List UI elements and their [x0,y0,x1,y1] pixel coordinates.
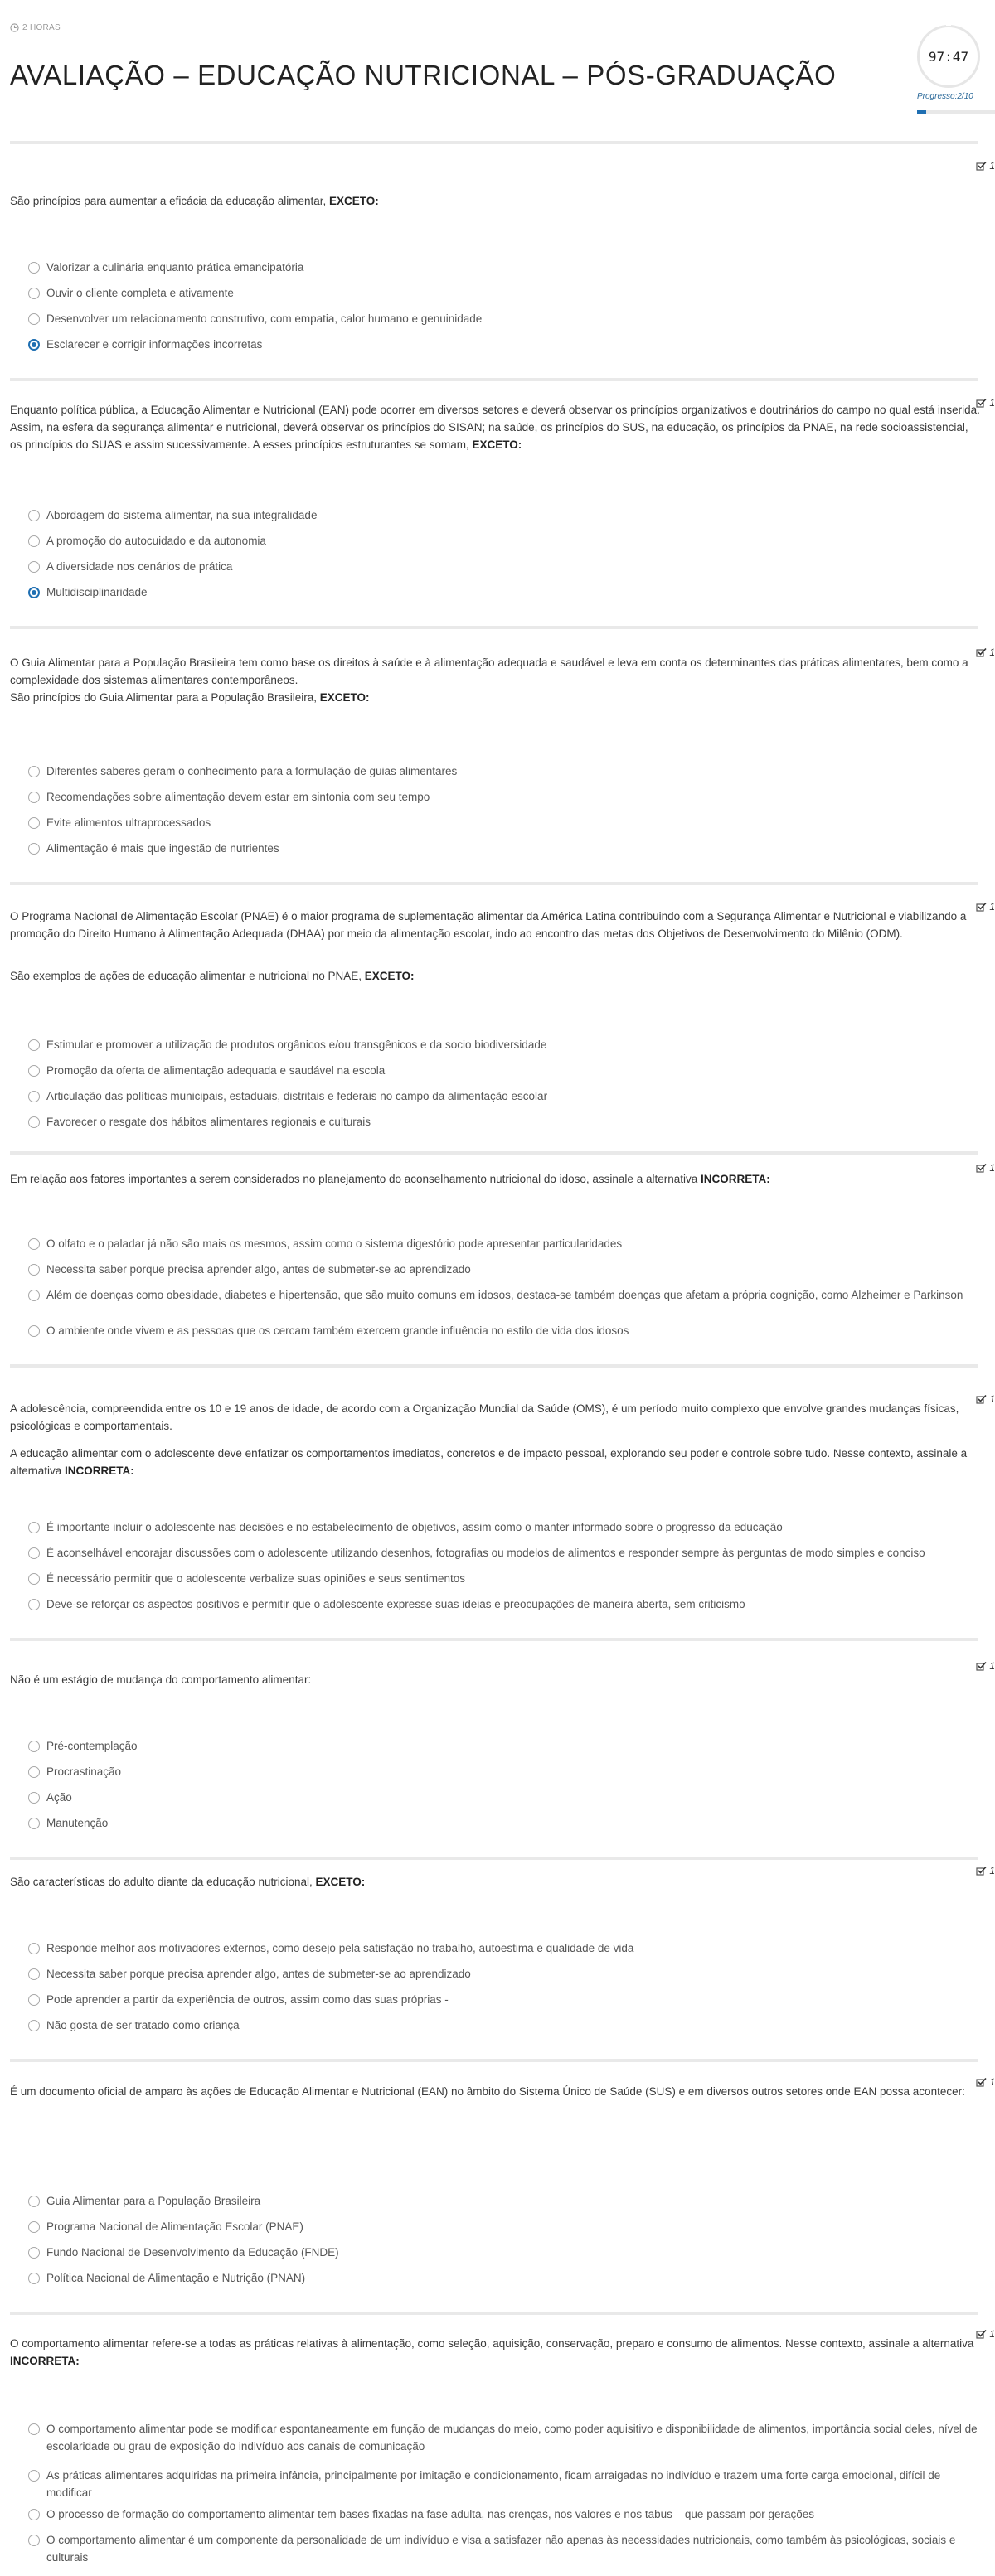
radio-button[interactable] [28,288,40,299]
question-text [10,1445,980,1479]
answer-option[interactable] [28,1814,978,1832]
answer-option[interactable] [28,1544,978,1562]
radio-button[interactable] [28,2221,40,2233]
radio-button[interactable] [28,1968,40,1980]
question-mark-value: 1 [989,160,995,172]
radio-button[interactable] [28,1573,40,1585]
page-title: AVALIAÇÃO – EDUCAÇÃO NUTRICIONAL – PÓS-GRADUAÇÃO [10,60,837,90]
question-text-body: O Guia Alimentar para a População Brasileira tem como base os direitos à saúde e à alimentação adequada e saudável e leva em conta os determinantes das práticas alimentares, bem como a complexidade dos sistemas alimentares contemporâneos. [10,656,968,686]
radio-button[interactable] [28,1766,40,1778]
answer-option[interactable] [28,310,978,327]
answer-option-label: Deve-se reforçar os aspectos positivos e permitir que o adolescente expresse suas ideias e preocupações de maneira aberta, sem criticismo [46,1598,745,1610]
answer-option-label: O olfato e o paladar já não são mais os mesmos, assim como o sistema digestório pode apresentar particularidades [46,1237,623,1250]
answer-option-label: Ouvir o cliente completa e ativamente [46,287,234,299]
answered-check-icon [976,1661,988,1671]
radio-button[interactable] [28,2470,40,2482]
question-mark-value: 1 [989,2076,995,2088]
radio-button[interactable] [28,1091,40,1102]
radio-button[interactable] [28,1290,40,1301]
answer-option-label: Manutenção [46,1817,109,1829]
answer-option-label: Pode aprender a partir da experiência de outros, assim como das suas próprias - [46,1993,449,2006]
question-text-body: A educação alimentar com o adolescente deve enfatizar os comportamentos imediatos, concretos e de impacto pessoal, explorando seu poder e controle sobre tudo. Nesse contexto, assinale a alternativa [10,1447,968,1477]
answer-option[interactable] [28,1789,978,1806]
answer-option[interactable] [28,1939,978,1957]
question-text [10,689,980,706]
answer-option-label: Favorecer o resgate dos hábitos alimentares regionais e culturais [46,1116,371,1128]
question-mark-value: 1 [989,1660,995,1672]
answer-option-label: O comportamento alimentar é um componente da personalidade de um indivíduo e visa a satisfazer não apenas às necessidades nutricionais, como também às psicológicas, sociais e culturais [46,2534,956,2564]
radio-button[interactable] [28,1264,40,1276]
question-text [10,192,980,210]
answer-option-label: É aconselhável encorajar discussões com o adolescente utilizando desenhos, fotografias ou modelos de alimentos e responder sempre às perguntas de modo simples e conciso [46,1547,925,1559]
answer-option-label: Promoção da oferta de alimentação adequada e saudável na escola [46,1064,386,1077]
radio-button[interactable] [28,1065,40,1077]
question-mark-value: 1 [989,901,995,913]
answer-option[interactable] [28,1518,978,1536]
answer-option-label: Esclarecer e corrigir informações incorretas [46,338,263,351]
radio-button[interactable] [28,1039,40,1051]
answer-option[interactable] [28,2506,978,2523]
question-text [10,401,980,453]
answer-option-label: Necessita saber porque precisa aprender algo, antes de submeter-se ao aprendizado [46,1968,471,1980]
answer-option-label: Recomendações sobre alimentação devem estar em sintonia com seu tempo [46,791,430,803]
radio-button[interactable] [28,561,40,573]
answer-option-label: Articulação das políticas municipais, estaduais, distritais e federais no campo da alimentação escolar [46,1090,548,1102]
radio-button[interactable] [28,1547,40,1559]
progress-bar [917,110,995,114]
answer-option[interactable] [28,583,978,601]
question-mark-indicator [976,160,995,172]
question-text-body: São princípios para aumentar a eficácia da educação alimentar, [10,195,329,207]
question-text-emphasis: EXCETO: [319,691,370,704]
answer-option[interactable] [28,2192,978,2210]
question-text-emphasis: EXCETO: [364,970,415,982]
answer-option[interactable] [28,2218,978,2235]
answer-option-label: Evite alimentos ultraprocessados [46,816,211,829]
question-text [10,1671,980,1688]
answer-option-label: Necessita saber porque precisa aprender algo, antes de submeter-se ao aprendizado [46,1263,471,1276]
answer-option[interactable] [28,1235,978,1252]
answer-option-label: Fundo Nacional de Desenvolvimento da Educação (FNDE) [46,2246,339,2259]
answer-option[interactable] [28,2467,978,2501]
radio-button[interactable] [28,1792,40,1804]
answer-option[interactable] [28,558,978,575]
question-divider [10,1638,978,1641]
answer-option-label: É necessário permitir que o adolescente verbalize suas opiniões e seus sentimentos [46,1572,466,1585]
answer-option-label: Política Nacional de Alimentação e Nutrição (PNAN) [46,2272,306,2284]
radio-button[interactable] [28,1994,40,2006]
question-text [10,654,980,689]
answer-option-label: O comportamento alimentar pode se modificar espontaneamente em função de mudanças do meio, como poder aquisitivo e disponibilidade de alimentos, importância social deles, nível de escolaridade ou grau de exposição do indivíduo aos canais de comunicação [46,2423,978,2453]
answer-option-label: Pré-contemplação [46,1740,138,1752]
radio-button-selected[interactable] [28,587,40,598]
question-text-body: Enquanto política pública, a Educação Alimentar e Nutricional (EAN) pode ocorrer em diversos setores e deverá observar os princípios organizativos e doutrinários do campo no qual está inserida. Assim, na esfera da segurança alimentar e nutricional, deverá observar os princípios do SISAN; na saúde, os princípios do SUS, na educação, os princípios da PNAE, na rede socioassistencial, os princípios do SUAS e assim sucessivamente. A esses princípios estruturantes se somam, [10,404,980,451]
answer-option[interactable] [28,1595,978,1613]
answer-option-label: Programa Nacional de Alimentação Escolar (PNAE) [46,2220,303,2233]
answer-option[interactable] [28,763,978,780]
question-divider [10,882,978,885]
answer-option[interactable] [28,1965,978,1983]
answer-option[interactable] [28,1570,978,1587]
question-text [10,908,980,942]
answer-option-label: O processo de formação do comportamento alimentar tem bases fixadas na fase adulta, nas crenças, nos valores e nos tabus – que passam por gerações [46,2508,815,2520]
radio-button[interactable] [28,817,40,829]
question-text-body: O comportamento alimentar refere-se a todas as práticas relativas à alimentação, como seleção, aquisição, conservação, preparo e consumo de alimentos. Nesse contexto, assinale a alternativa [10,2337,974,2350]
answer-option-label: A diversidade nos cenários de prática [46,560,233,573]
answer-option[interactable] [28,336,978,353]
question-text-body: Em relação aos fatores importantes a serem considerados no planejamento do aconselhamento nutricional do idoso, assinale a alternativa [10,1173,701,1185]
answer-option-label: Desenvolver um relacionamento construtivo, com empatia, calor humano e genuinidade [46,312,483,325]
radio-button[interactable] [28,2247,40,2259]
question-divider [10,2312,978,2315]
duration-label [10,23,61,32]
question-mark-indicator [976,1660,995,1672]
question-text-emphasis: INCORRETA: [65,1465,134,1477]
answer-option[interactable] [28,1113,978,1131]
question-text-body: O Programa Nacional de Alimentação Escolar (PNAE) é o maior programa de suplementação alimentar da América Latina contribuindo com a Segurança Alimentar e Nutricional e viabilizando a promoção do Direito Humano à Alimentação Adequada (DHAA) por meio da alimentação escolar, indo ao encontro das metas dos Objetivos de Desenvolvimento do Milênio (ODM). [10,910,967,940]
radio-button[interactable] [28,2020,40,2031]
radio-button[interactable] [28,1238,40,1250]
question-text [10,1400,980,1435]
radio-button[interactable] [28,2509,40,2520]
question-mark-value: 1 [989,397,995,409]
answer-option-label: O ambiente onde vivem e as pessoas que os cercam também exercem grande influência no estilo de vida dos idosos [46,1324,629,1337]
question-text-body: São características do adulto diante da educação nutricional, [10,1876,316,1888]
answer-option[interactable] [28,2017,978,2034]
answer-option[interactable] [28,1062,978,1079]
question-text [10,1170,980,1188]
answer-option-label: A promoção do autocuidado e da autonomia [46,535,266,547]
answer-option-label: Diferentes saberes geram o conhecimento para a formulação de guias alimentares [46,765,458,777]
answer-option-label: Abordagem do sistema alimentar, na sua integralidade [46,509,318,521]
answer-option-label: Alimentação é mais que ingestão de nutrientes [46,842,279,855]
radio-button[interactable] [28,1116,40,1128]
question-divider [10,1151,978,1155]
duration-text: 2 HORAS [22,23,61,32]
question-text-body: É um documento oficial de amparo às ações de Educação Alimentar e Nutricional (EAN) no âmbito do Sistema Único de Saúde (SUS) e em diversos outros setores onde EAN possa acontecer: [10,2085,965,2098]
question-divider [10,626,978,629]
answer-option-label: Responde melhor aos motivadores externos, como desejo pela satisfação no trabalho, autoestima e qualidade de vida [46,1942,634,1954]
question-text-body: A adolescência, compreendida entre os 10 e 19 anos de idade, de acordo com a Organização Mundial da Saúde (OMS), é um período muito complexo que envolve grandes mudanças físicas, psicológicas e comportamentais. [10,1402,959,1432]
radio-button[interactable] [28,1599,40,1610]
radio-button[interactable] [28,1325,40,1337]
radio-button[interactable] [28,313,40,325]
answer-option-label: É importante incluir o adolescente nas decisões e no estabelecimento de objetivos, assim como o manter informado sobre o progresso da educação [46,1521,783,1533]
answer-option[interactable] [28,2531,978,2566]
answer-option[interactable] [28,1322,978,1339]
answer-option[interactable] [28,259,978,276]
answer-option[interactable] [28,2269,978,2287]
question-text-emphasis: EXCETO: [328,195,379,207]
question-text-emphasis: INCORRETA: [701,1173,770,1185]
answered-check-icon [976,161,988,171]
answer-option-label: Multidisciplinaridade [46,586,148,598]
question-text [10,2335,980,2370]
radio-button[interactable] [28,1741,40,1752]
question-mark-value: 1 [989,1162,995,1174]
answer-option[interactable] [28,2420,978,2455]
answer-option-label: Valorizar a culinária enquanto prática emancipatória [46,261,304,274]
answer-option[interactable] [28,2244,978,2261]
radio-button[interactable] [28,843,40,855]
question-text-body: Não é um estágio de mudança do comportamento alimentar: [10,1673,312,1686]
answer-option[interactable] [28,1087,978,1105]
radio-button[interactable] [28,262,40,274]
answer-option[interactable] [28,1036,978,1053]
question-divider [10,141,978,144]
answer-option-label: Estimular e promover a utilização de produtos orgânicos e/ou transgênicos e da socio biodiversidade [46,1039,547,1051]
radio-button[interactable] [28,2423,40,2435]
countdown-timer: 97:47 [917,25,980,88]
answer-option-label: As práticas alimentares adquiridas na primeira infância, principalmente por imitação e condicionamento, ficam arraigadas no indivíduo e trazem uma forte carga emocional, difícil de modificar [46,2469,941,2499]
radio-button[interactable] [28,1522,40,1533]
answer-option[interactable] [28,506,978,524]
question-text-emphasis: INCORRETA: [10,2355,80,2367]
question-text-body: São princípios do Guia Alimentar para a População Brasileira, [10,691,320,704]
answer-option[interactable] [28,1737,978,1755]
radio-button[interactable] [28,2196,40,2207]
answer-option-label: Guia Alimentar para a População Brasileira [46,2195,261,2207]
question-text-emphasis: EXCETO: [472,438,522,451]
answer-option[interactable] [28,1991,978,2008]
question-mark-value: 1 [989,646,995,658]
question-divider [10,1364,978,1368]
radio-button[interactable] [28,2535,40,2546]
answer-option[interactable] [28,1763,978,1780]
radio-button[interactable] [28,510,40,521]
answer-option[interactable] [28,1261,978,1278]
question-mark-value: 1 [989,1393,995,1405]
quiz-header [0,0,995,124]
question-divider [10,378,978,381]
radio-button-selected[interactable] [28,339,40,351]
question-text-emphasis: EXCETO: [315,1876,366,1888]
timer-marker [946,23,951,26]
progress-bar-fill [917,110,926,114]
question-text-body: São exemplos de ações de educação alimentar e nutricional no PNAE, [10,970,365,982]
answer-option-label: Procrastinação [46,1765,122,1778]
answer-option[interactable] [28,840,978,857]
answer-option[interactable] [28,1286,978,1304]
answer-option[interactable] [28,532,978,550]
clock-icon [10,23,19,32]
radio-button[interactable] [28,792,40,803]
question-divider [10,1857,978,1860]
question-text [10,2083,980,2100]
answer-option[interactable] [28,814,978,831]
question-text [10,1873,980,1891]
answer-option[interactable] [28,788,978,806]
radio-button[interactable] [28,1818,40,1829]
answer-option-label: Não gosta de ser tratado como criança [46,2019,240,2031]
radio-button[interactable] [28,766,40,777]
radio-button[interactable] [28,2273,40,2284]
radio-button[interactable] [28,535,40,547]
question-mark-value: 1 [989,2328,995,2340]
question-mark-value: 1 [989,1865,995,1876]
answer-option-label: Ação [46,1791,72,1804]
progress-label: Progresso:2/10 [917,92,973,101]
question-divider [10,2059,978,2062]
radio-button[interactable] [28,1943,40,1954]
answer-option[interactable] [28,284,978,302]
answer-option-label: Além de doenças como obesidade, diabetes e hipertensão, que são muito comuns em idosos, destaca-se também doenças que afetam a própria cognição, como Alzheimer e Parkinson [46,1289,963,1301]
question-text [10,967,980,985]
